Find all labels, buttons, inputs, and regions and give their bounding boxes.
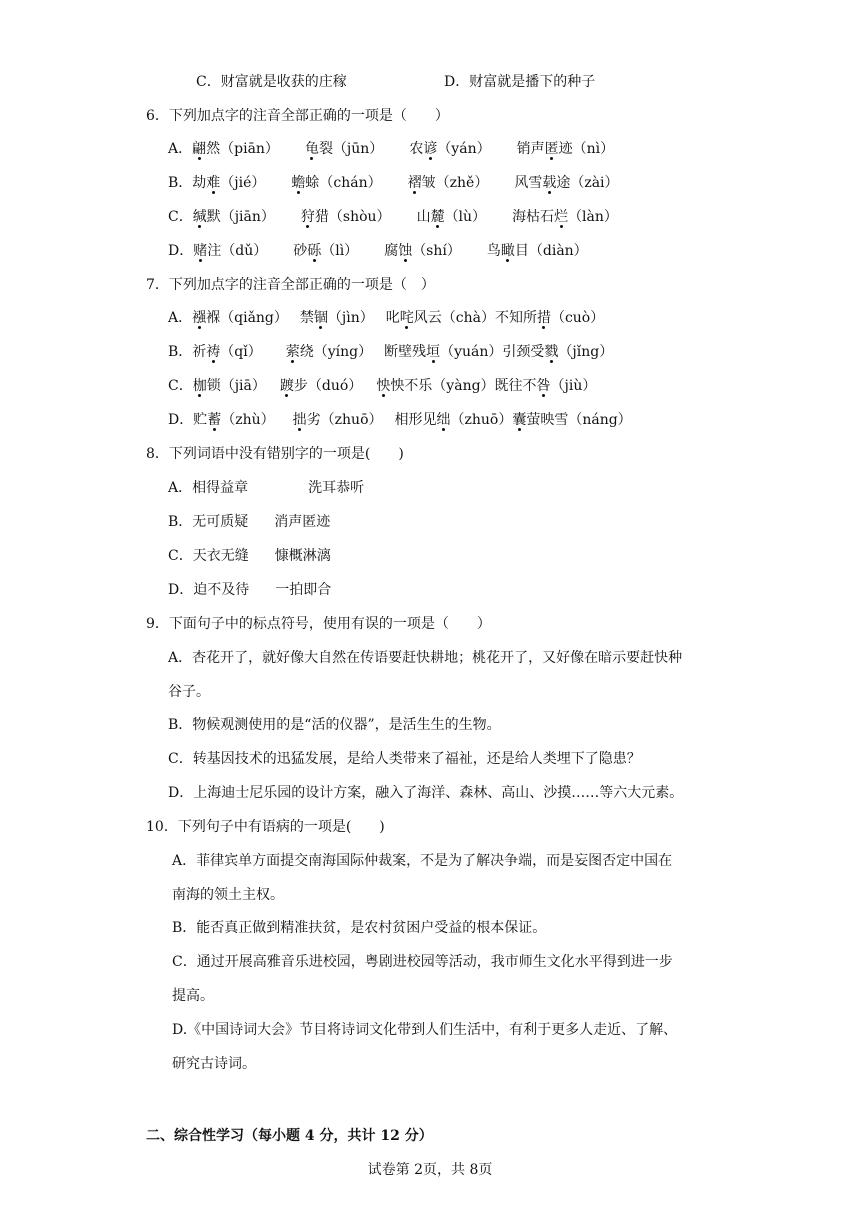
q8-option-d: D．迫不及待 一拍即合 <box>168 582 332 598</box>
q10-option-d-line2: 研究古诗词。 <box>172 1056 256 1072</box>
q10-option-a-line2: 南海的领土主权。 <box>172 887 284 903</box>
q10-stem: 10．下列句子中有语病的一项是( ) <box>146 819 385 835</box>
q9-option-a-line1: A．杏花开了，就好像大自然在传语要赶快耕地；桃花开了，又好像在暗示要赶快种 <box>168 650 683 666</box>
q9-option-a-line2: 谷子。 <box>168 684 210 700</box>
q6-option-d: D．赌注（dǔ） 砂砾（lì） 腐蚀（shí） 鸟瞰目（diàn） <box>168 243 588 259</box>
q9-option-c: C．转基因技术的迅猛发展，是给人类带来了福祉，还是给人类埋下了隐患？ <box>168 751 641 767</box>
q10-option-b: B．能否真正做到精准扶贫，是农村贫困户受益的根本保证。 <box>172 920 547 936</box>
q7-option-d: D．贮蓄（zhù） 拙劣（zhuō） 相形见绌（zhuō）囊萤映雪（náng） <box>168 412 632 428</box>
q7-stem: 7．下列加点字的注音全部正确的一项是（ ） <box>146 277 435 293</box>
q6-stem: 6．下列加点字的注音全部正确的一项是（ ） <box>146 108 449 124</box>
q9-option-d: D．上海迪士尼乐园的设计方案，融入了海洋、森林、高山、沙摸……等六大元素。 <box>168 785 684 801</box>
q8-option-c: C．天衣无缝 慷概淋漓 <box>168 548 331 564</box>
q5-option-d: D．财富就是播下的种子 <box>444 74 596 90</box>
q6-option-c: C．缄默（jiān） 狩猎（shòu） 山麓（lù） 海枯石烂（làn） <box>168 209 618 225</box>
q8-option-b: B．无可质疑 消声匿迹 <box>168 514 331 530</box>
q6-option-a: A．翩然（piān） 龟裂（jūn） 农谚（yán） 销声匿迹（nì） <box>168 141 615 157</box>
q6-option-b: B．劫难（jié） 蟾蜍（chán） 褶皱（zhě） 风雪载途（zài） <box>168 175 619 191</box>
q7-option-b: B．祈祷（qǐ） 萦绕（yíng） 断壁残垣（yuán）引颈受戮（jǐng） <box>168 344 614 360</box>
q10-option-d-line1: D.《中国诗词大会》节目将诗词文化带到人们生活中，有利于更多人走近、了解、 <box>172 1022 678 1038</box>
section-2-heading: 二、综合性学习（每小题 4 分，共计 12 分） <box>146 1128 433 1144</box>
q5-option-c: C．财富就是收获的庄稼 <box>196 74 347 90</box>
q7-option-c: C．枷锁（jiā） 踱步（duó） 怏怏不乐（yàng）既往不咎（jiù） <box>168 378 597 394</box>
q8-stem: 8．下列词语中没有错别字的一项是( ) <box>146 446 404 462</box>
q8-option-a: A．相得益章 洗耳恭听 <box>168 480 365 496</box>
q9-stem: 9．下面句子中的标点符号，使用有误的一项是（ ） <box>146 616 491 632</box>
q10-option-c-line1: C．通过开展高雅音乐进校园，粤剧进校园等活动，我市师生文化水平得到进一步 <box>172 954 673 970</box>
q9-option-b: B．物候观测使用的是“活的仪器”，是活生生的生物。 <box>168 717 501 733</box>
q10-option-a-line1: A．菲律宾单方面提交南海国际仲裁案，不是为了解决争端，而是妄图否定中国在 <box>172 853 673 869</box>
q10-option-c-line2: 提高。 <box>172 988 214 1004</box>
page-footer: 试卷第 2页，共 8页 <box>367 1162 493 1178</box>
q7-option-a: A．襁褓（qiǎng） 禁锢（jìn） 叱咤风云（chà）不知所措（cuò） <box>168 310 605 326</box>
